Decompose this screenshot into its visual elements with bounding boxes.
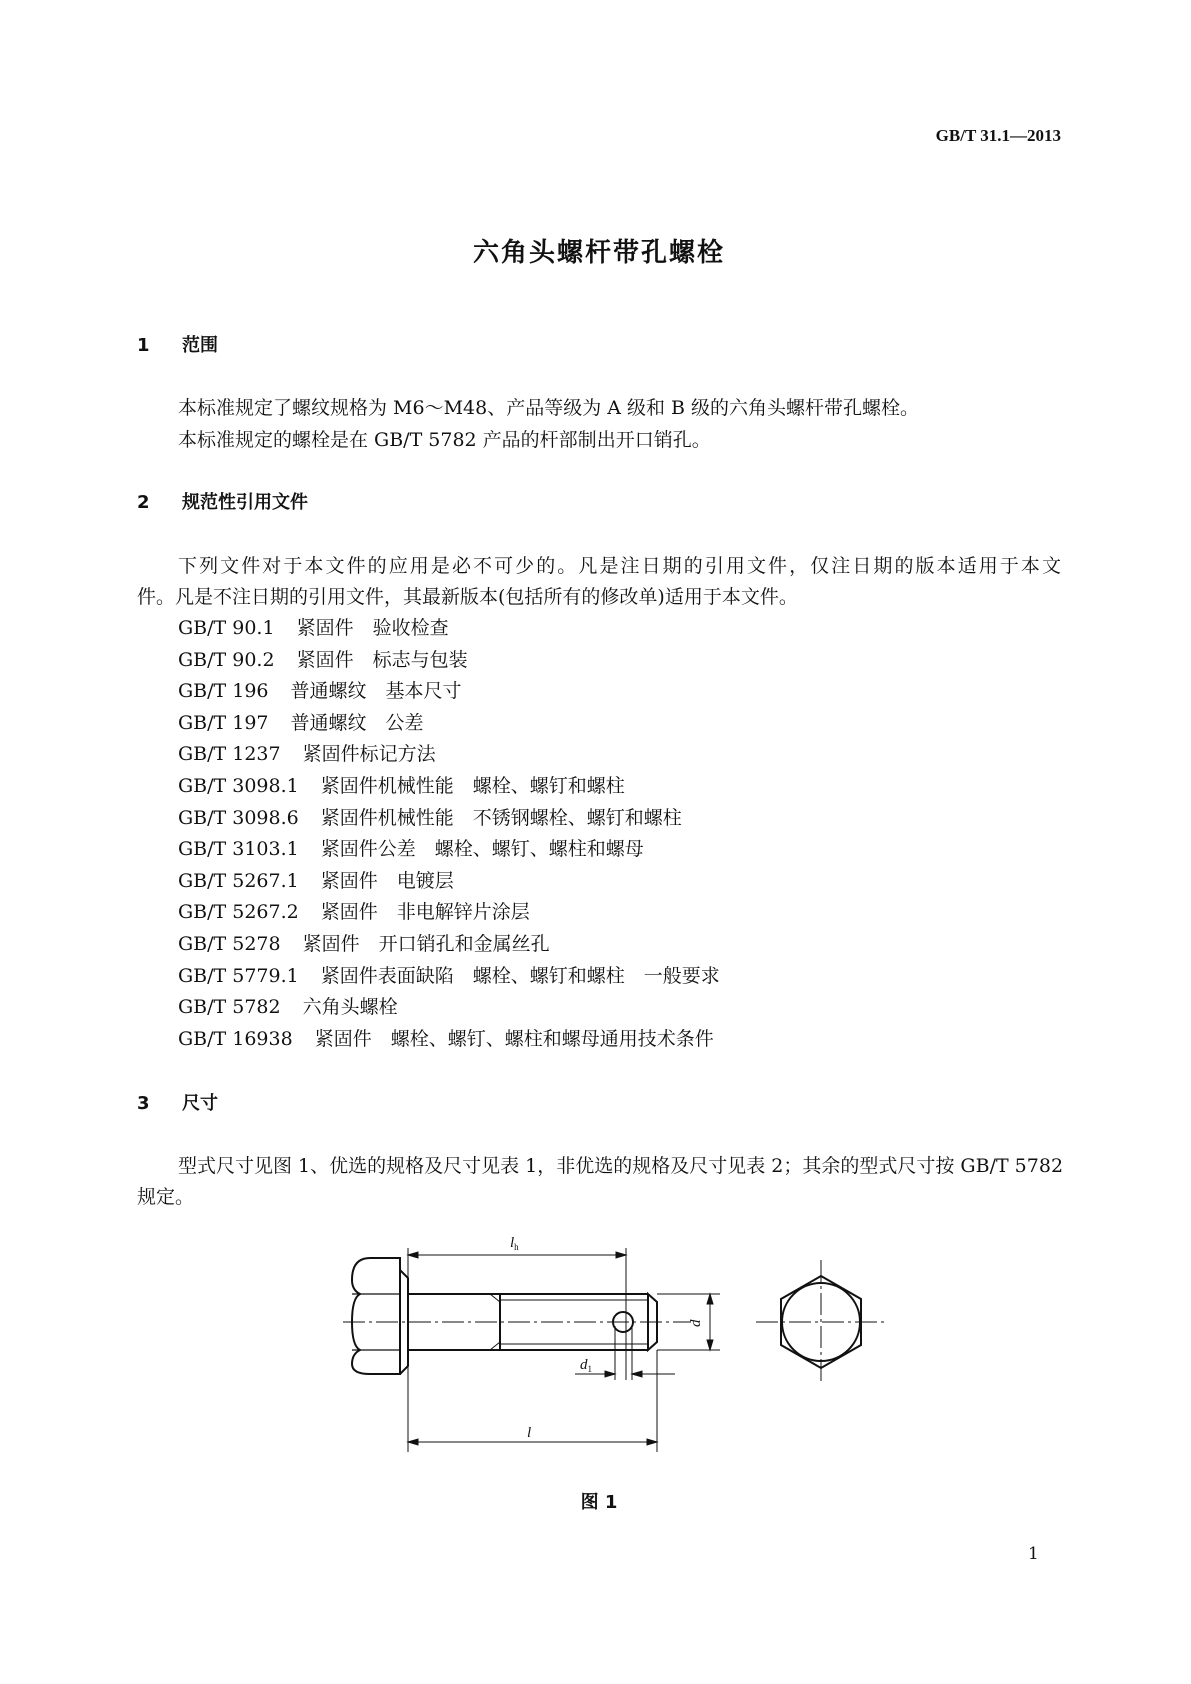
bolt-drawing bbox=[330, 1230, 890, 1470]
reference-item bbox=[178, 992, 398, 1019]
reference-title: 普通螺纹 基本尺寸 bbox=[290, 680, 462, 703]
reference-item bbox=[178, 613, 449, 640]
reference-title: 紧固件 螺栓、螺钉、螺柱和螺母通用技术条件 bbox=[314, 1027, 714, 1050]
document-number: GB/T 31.1—2013 bbox=[935, 126, 1061, 145]
reference-code: GB/T 5782 bbox=[178, 996, 281, 1019]
paragraph-line: 规定。 bbox=[137, 1186, 195, 1208]
reference-code: GB/T 3098.1 bbox=[178, 775, 299, 797]
reference-code: GB/T 5267.1 bbox=[178, 869, 299, 892]
reference-item bbox=[178, 708, 424, 735]
paragraph-line: 下列文件对于本文件的应用是必不可少的。凡是注日期的引用文件，仅注日期的版本适用于本文 bbox=[178, 555, 1061, 577]
reference-item bbox=[178, 961, 720, 988]
section-3-heading bbox=[137, 1089, 218, 1115]
reference-title: 紧固件机械性能 螺栓、螺钉和螺柱 bbox=[320, 775, 625, 797]
reference-item bbox=[178, 645, 468, 672]
section-1-heading bbox=[137, 331, 218, 357]
section-number: 2 bbox=[137, 492, 150, 513]
section-number: 3 bbox=[137, 1093, 150, 1114]
reference-code: GB/T 90.2 bbox=[178, 648, 275, 671]
paragraph-line: 件。凡是不注日期的引用文件，其最新版本(包括所有的修改单)适用于本文件。 bbox=[137, 586, 798, 608]
reference-title: 紧固件公差 螺栓、螺钉、螺柱和螺母 bbox=[320, 838, 644, 861]
reference-code: GB/T 3098.6 bbox=[178, 806, 299, 829]
reference-title: 紧固件机械性能 不锈钢螺栓、螺钉和螺柱 bbox=[320, 806, 682, 829]
reference-item bbox=[178, 866, 454, 893]
section-number: 1 bbox=[137, 335, 150, 356]
dimension-label-lh: $l_h$ bbox=[510, 1235, 519, 1252]
dimension-label-d1: $d_1$ bbox=[580, 1357, 592, 1374]
reference-title: 紧固件 标志与包装 bbox=[296, 648, 468, 671]
section-title: 尺寸 bbox=[182, 1093, 218, 1114]
page-title: 六角头螺杆带孔螺栓 bbox=[472, 238, 725, 268]
bolt-side-view bbox=[352, 1258, 657, 1374]
reference-title: 紧固件 非电解锌片涂层 bbox=[320, 901, 530, 924]
reference-code: GB/T 197 bbox=[178, 711, 269, 734]
figure-caption: 图 1 bbox=[580, 1492, 618, 1513]
dimension-label-d: d bbox=[688, 1319, 704, 1327]
reference-item bbox=[178, 676, 462, 703]
reference-item bbox=[178, 834, 644, 861]
reference-code: GB/T 90.1 bbox=[178, 617, 275, 639]
reference-title: 紧固件 验收检查 bbox=[296, 617, 449, 639]
reference-code: GB/T 196 bbox=[178, 680, 269, 703]
paragraph-line: 型式尺寸见图 1、优选的规格及尺寸见表 1，非优选的规格及尺寸见表 2；其余的型式尺寸按 GB/T 5782 bbox=[178, 1155, 1064, 1177]
page-number: 1 bbox=[1028, 1544, 1039, 1564]
reference-item bbox=[178, 803, 682, 830]
reference-title: 紧固件 开口销孔和金属丝孔 bbox=[302, 933, 550, 955]
dimension-label-l: l bbox=[527, 1425, 532, 1441]
paragraph: 本标准规定的螺栓是在 GB/T 5782 产品的杆部制出开口销孔。 bbox=[178, 429, 711, 451]
section-2-heading bbox=[137, 488, 308, 514]
reference-item bbox=[178, 771, 625, 798]
reference-item bbox=[178, 1024, 714, 1051]
reference-title: 普通螺纹 公差 bbox=[290, 711, 424, 734]
paragraph: 本标准规定了螺纹规格为 M6～M48、产品等级为 A 级和 B 级的六角头螺杆带孔螺栓。 bbox=[178, 397, 920, 419]
reference-code: GB/T 1237 bbox=[178, 743, 281, 766]
reference-code: GB/T 16938 bbox=[178, 1027, 293, 1050]
section-title: 规范性引用文件 bbox=[182, 492, 308, 513]
reference-code: GB/T 3103.1 bbox=[178, 838, 299, 861]
reference-code: GB/T 5267.2 bbox=[178, 901, 299, 924]
reference-code: GB/T 5278 bbox=[178, 933, 281, 955]
reference-item bbox=[178, 897, 530, 924]
reference-title: 紧固件表面缺陷 螺栓、螺钉和螺柱 一般要求 bbox=[320, 964, 720, 987]
reference-item bbox=[178, 739, 436, 766]
reference-title: 六角头螺栓 bbox=[302, 996, 398, 1019]
reference-code: GB/T 5779.1 bbox=[178, 964, 299, 987]
reference-item bbox=[178, 929, 550, 956]
reference-title: 紧固件 电镀层 bbox=[320, 869, 454, 892]
reference-title: 紧固件标记方法 bbox=[302, 743, 436, 766]
section-title: 范围 bbox=[182, 335, 218, 356]
